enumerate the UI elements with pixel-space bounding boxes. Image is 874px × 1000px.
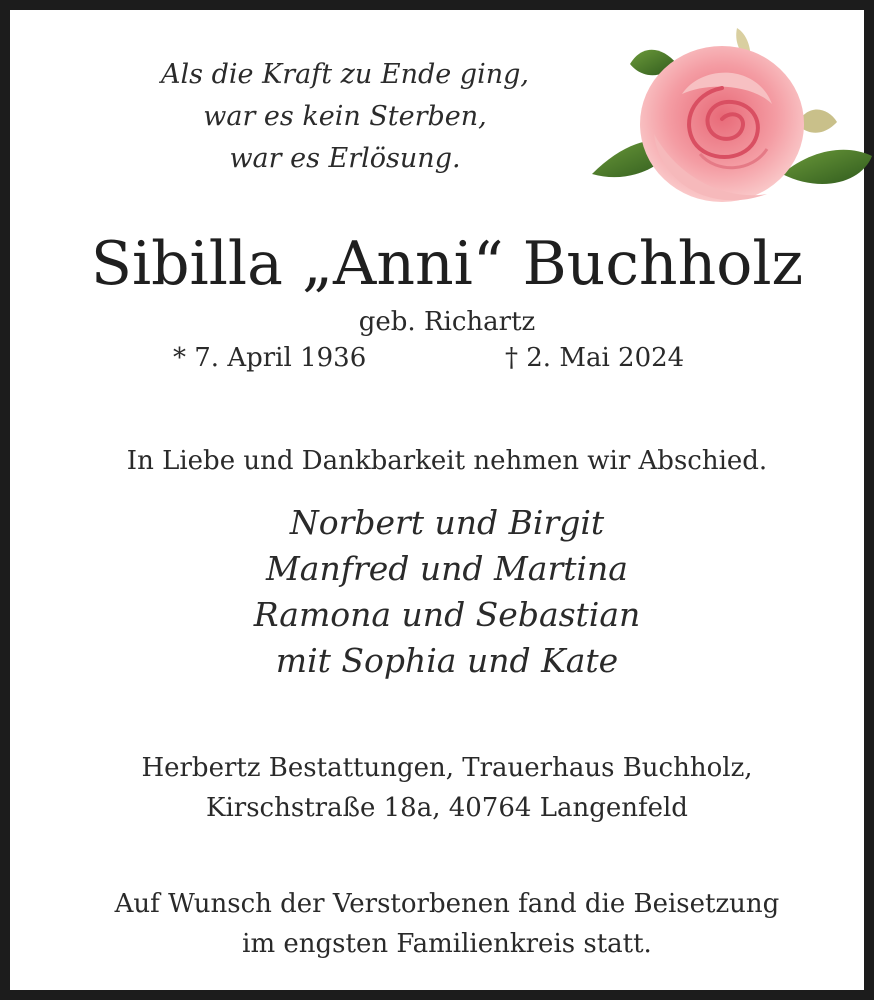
undertaker-info — [30, 748, 864, 828]
poem-line-3: war es Erlösung. — [229, 143, 461, 174]
poem-line-1: Als die Kraft zu Ende ging, — [161, 59, 529, 90]
family-line-1: Norbert und Birgit — [289, 503, 605, 542]
burial-note-line-1: Auf Wunsch der Verstorbenen fand die Beisetzung — [114, 889, 780, 919]
poem-line-2: war es kein Sterben, — [203, 101, 487, 132]
burial-note-line-2: im engsten Familienkreis statt. — [242, 929, 652, 959]
family-line-3: Ramona und Sebastian — [253, 595, 641, 634]
maiden-name: geb. Richartz — [358, 307, 536, 337]
farewell-text: In Liebe und Dankbarkeit nehmen wir Abschied. — [126, 446, 768, 476]
rose-image — [582, 24, 874, 214]
family-line-4: mit Sophia und Kate — [275, 641, 619, 680]
undertaker-line-2: Kirschstraße 18a, 40764 Langenfeld — [206, 793, 688, 823]
burial-note — [30, 884, 864, 964]
family-line-2: Manfred und Martina — [266, 549, 628, 588]
undertaker-line-1: Herbertz Bestattungen, Trauerhaus Buchholz, — [141, 753, 753, 783]
death-date: † 2. Mai 2024 — [505, 343, 685, 373]
poem — [120, 54, 570, 180]
family-list — [30, 500, 864, 684]
birth-date: * 7. April 1936 — [173, 343, 367, 373]
deceased-name: Sibilla „Anni“ Buchholz — [90, 229, 804, 299]
